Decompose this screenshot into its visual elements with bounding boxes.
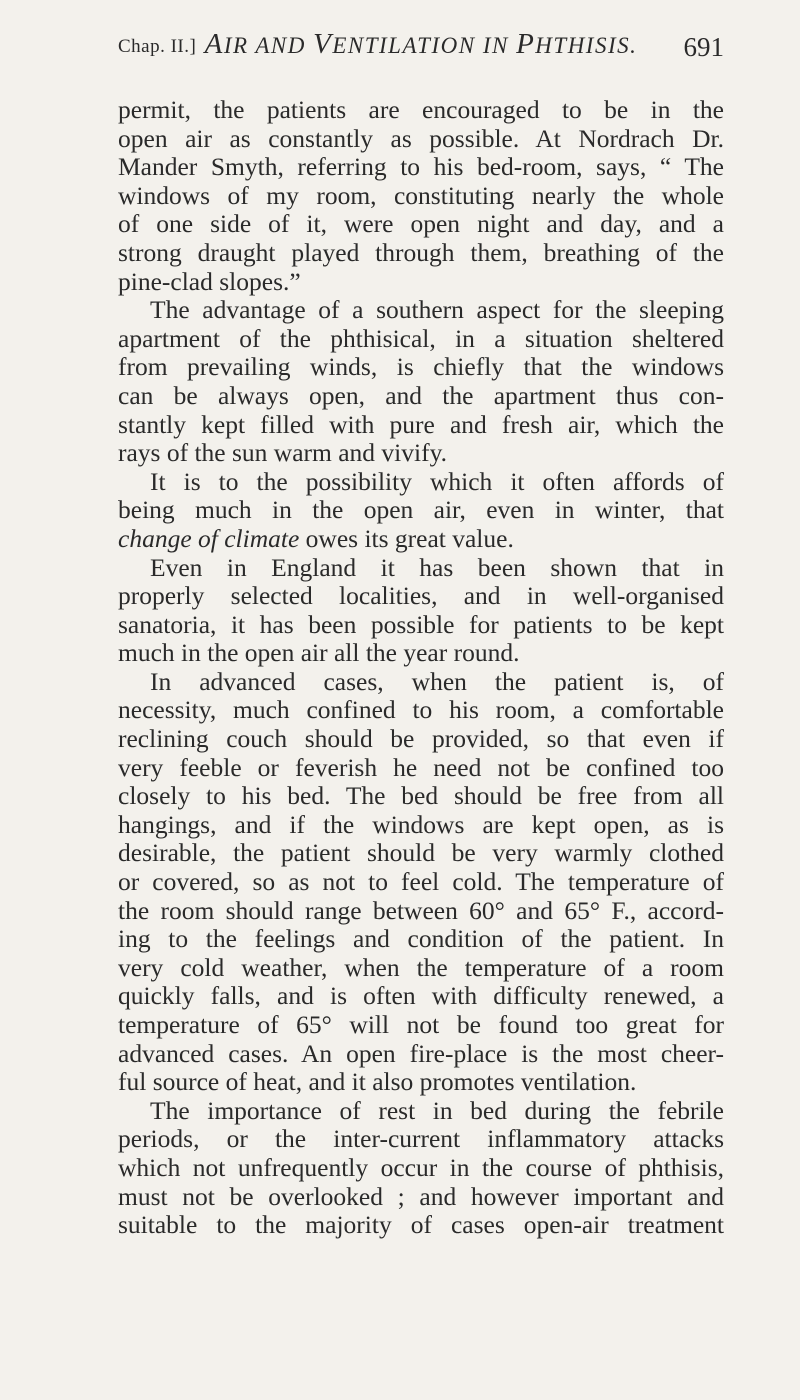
text-line: quickly falls, and is often with difficulty renewed, a	[118, 982, 724, 1011]
text-line: from prevailing winds, is chiefly that the windows	[118, 353, 724, 382]
text-line: properly selected localities, and in well-organised	[118, 582, 724, 611]
text-line: temperature of 65° will not be found too great for	[118, 1011, 724, 1039]
text-line: Mander Smyth, referring to his bed-room, says, “ The	[118, 153, 724, 182]
text-line: strong draught played through them, breathing of the	[118, 238, 724, 267]
text-line: change of climate owes its great value.	[118, 524, 514, 553]
emphasis-text: change of climate	[118, 524, 300, 553]
text-line: closely to his bed. The bed should be free from all	[118, 782, 724, 811]
text-line: advanced cases. An open fire-place is the most cheer-	[118, 1039, 724, 1068]
body-text	[118, 96, 724, 1240]
chapter-label: Chap. II.]	[118, 36, 197, 57]
text-line: permit, the patients are encouraged to be in the	[118, 96, 724, 124]
text-line: In advanced cases, when the patient is, of	[150, 667, 724, 696]
text-line: the room should range between 60° and 65° F., accord-	[118, 896, 724, 925]
running-header	[118, 22, 724, 62]
text-line: open air as constantly as possible. At Nordrach Dr.	[118, 124, 724, 153]
running-title: AIR AND VENTILATION IN PHTHISIS.	[204, 28, 638, 60]
text-line: rays of the sun warm and vivify.	[118, 439, 448, 468]
text-line: stantly kept filled with pure and fresh air, which the	[118, 410, 724, 439]
text-line: sanatoria, it has been possible for patients to be kept	[118, 610, 724, 639]
text-line: apartment of the phthisical, in a situation sheltered	[118, 324, 724, 353]
text-line: being much in the open air, even in winter, that	[118, 496, 724, 525]
text-line: Even in England it has been shown that in	[150, 553, 724, 582]
text-line: of one side of it, were open night and day, and a	[118, 210, 724, 239]
text-line: It is to the possibility which it often affords of	[150, 467, 724, 496]
page-number: 691	[683, 32, 724, 62]
text-line: very feeble or feverish he need not be confined too	[118, 753, 724, 782]
text-line: periods, or the inter-current inflammatory attacks	[118, 1125, 724, 1154]
text-line: desirable, the patient should be very warmly clothed	[118, 839, 724, 868]
text-line: ful source of heat, and it also promotes ventilation.	[118, 1068, 637, 1097]
text-line: The advantage of a southern aspect for the sleeping	[150, 296, 724, 325]
text-line: reclining couch should be provided, so that even if	[118, 725, 724, 754]
text-line: much in the open air all the year round.	[118, 639, 520, 668]
text-line: pine-clad slopes.”	[118, 267, 301, 296]
text-line: must not be overlooked ; and however important and	[118, 1182, 724, 1211]
text-line: hangings, and if the windows are kept open, as is	[118, 810, 724, 839]
text-line: which not unfrequently occur in the course of phthisis,	[118, 1153, 724, 1182]
text-line: or covered, so as not to feel cold. The temperature of	[118, 868, 724, 897]
text-line: The importance of rest in bed during the febrile	[150, 1096, 724, 1125]
text-line: very cold weather, when the temperature of a room	[118, 953, 724, 982]
text-line: suitable to the majority of cases open-air treatment	[118, 1211, 724, 1240]
text-line: necessity, much confined to his room, a comfortable	[118, 696, 724, 725]
text-line: windows of my room, constituting nearly the whole	[118, 181, 724, 210]
text-line: ing to the feelings and condition of the patient. In	[118, 925, 724, 954]
text-line: can be always open, and the apartment thus con-	[118, 381, 724, 410]
